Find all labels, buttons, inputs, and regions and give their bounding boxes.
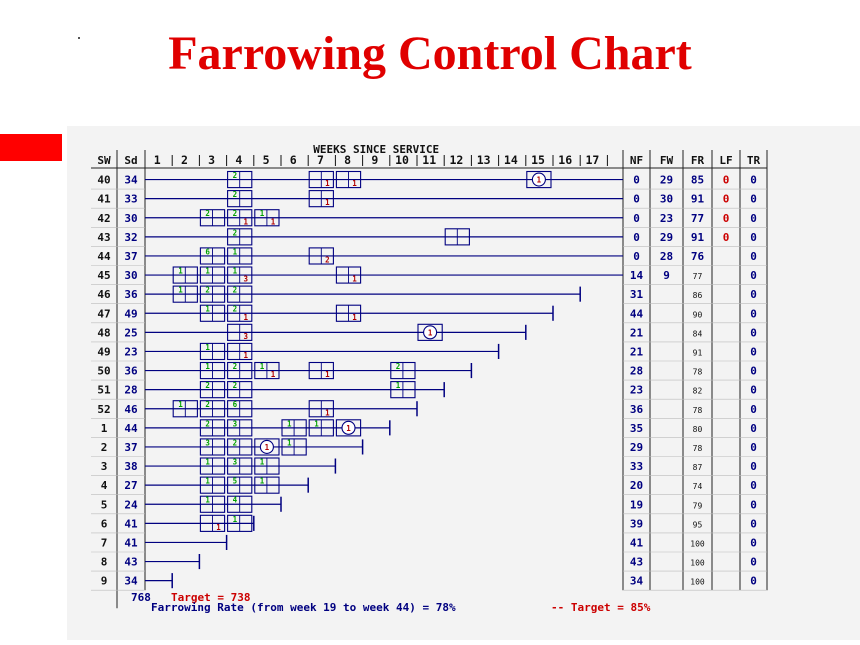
- week-box-count: 3: [243, 331, 249, 341]
- row-nf-value: 19: [629, 498, 644, 512]
- row-nf-value: 28: [629, 364, 644, 378]
- row-tr-value: 0: [750, 574, 757, 588]
- row-nf-value: 43: [629, 555, 644, 569]
- row-fr-value: 77: [692, 272, 703, 282]
- chart-panel: [67, 126, 860, 640]
- row-fw-value: 29: [659, 230, 674, 244]
- week-box-count: 1: [259, 457, 265, 467]
- week-box-count: 3: [232, 457, 238, 467]
- week-box-count: 1: [205, 495, 210, 505]
- row-sw-label: 44: [97, 249, 111, 263]
- row-fr-value: 87: [692, 463, 703, 473]
- week-box-count: 3: [232, 419, 238, 429]
- row-fr-value: 86: [692, 291, 703, 301]
- row-sd-value: 38: [124, 460, 138, 474]
- farrowing-chart: [67, 126, 860, 640]
- row-nf-value: 41: [629, 536, 644, 550]
- row-tr-value: 0: [750, 326, 757, 340]
- week-box-count: 2: [205, 400, 210, 410]
- row-sd-value: 41: [124, 536, 138, 550]
- header-fw: FW: [659, 154, 674, 167]
- week-box-count: 1: [205, 476, 210, 486]
- week-tick-label: 6: [289, 153, 297, 167]
- row-fw-value: 29: [659, 173, 674, 187]
- row-fr-value: 79: [692, 501, 703, 511]
- farrowed-circle-count: 1: [427, 328, 433, 338]
- week-tick-label: 3: [208, 153, 216, 167]
- week-box-count: 1: [216, 522, 221, 532]
- row-sw-label: 41: [97, 192, 111, 206]
- row-nf-value: 34: [629, 574, 644, 588]
- row-fr-value: 82: [692, 386, 703, 396]
- row-tr-value: 0: [750, 536, 757, 550]
- row-nf-value: 0: [633, 173, 640, 187]
- week-box-count: 1: [205, 457, 210, 467]
- week-box-count: 2: [325, 255, 330, 265]
- row-sd-value: 33: [124, 192, 138, 206]
- week-tick-label: 11: [422, 153, 437, 167]
- row-sw-label: 51: [97, 383, 111, 397]
- row-fr-value: 85: [690, 173, 705, 187]
- row-tr-value: 0: [750, 402, 757, 416]
- row-fw-value: 28: [659, 249, 674, 263]
- row-sd-value: 30: [124, 269, 138, 283]
- week-box-count: 1: [287, 419, 292, 429]
- week-tick-label: 4: [235, 153, 243, 167]
- row-nf-value: 0: [633, 249, 640, 263]
- week-box-count: 2: [205, 381, 210, 391]
- row-sw-label: 7: [100, 536, 108, 550]
- row-sw-label: 4: [100, 479, 108, 493]
- week-box-count: 5: [232, 476, 238, 486]
- row-tr-value: 0: [750, 345, 757, 359]
- header-fr: FR: [690, 154, 705, 167]
- row-nf-value: 36: [629, 402, 644, 416]
- row-sw-label: 8: [100, 555, 108, 569]
- row-fr-value: 78: [692, 367, 703, 377]
- row-sw-label: 5: [100, 498, 108, 512]
- row-nf-value: 35: [629, 421, 644, 435]
- row-sw-label: 1: [100, 421, 108, 435]
- row-sw-label: 49: [97, 345, 111, 359]
- week-box-count: 2: [232, 381, 238, 391]
- row-nf-value: 29: [629, 440, 644, 454]
- week-box-count: 2: [232, 171, 238, 180]
- row-sd-value: 23: [124, 345, 138, 359]
- row-fr-value: 100: [690, 577, 705, 587]
- week-box-count: 2: [205, 209, 210, 219]
- row-sw-label: 6: [100, 517, 108, 531]
- row-sd-value: 43: [124, 555, 138, 569]
- week-box-count: 1: [178, 400, 183, 410]
- row-nf-value: 33: [629, 460, 644, 474]
- row-sw-label: 43: [97, 230, 111, 244]
- header-sd: Sd: [124, 154, 138, 167]
- week-tick-label: 2: [180, 153, 188, 167]
- row-sd-value: 36: [124, 288, 138, 302]
- row-fr-value: 74: [692, 482, 703, 492]
- week-tick-label: 9: [371, 153, 379, 167]
- farrowed-circle-count: 1: [536, 175, 542, 185]
- week-tick-label: 1: [153, 153, 161, 167]
- row-tr-value: 0: [750, 173, 757, 187]
- row-tr-value: 0: [750, 364, 757, 378]
- row-sd-value: 37: [124, 440, 138, 454]
- row-fr-value: 100: [690, 539, 705, 549]
- row-sw-label: 50: [97, 364, 111, 378]
- row-sd-value: 34: [124, 574, 138, 588]
- row-sd-value: 30: [124, 211, 138, 225]
- week-box-count: 1: [178, 285, 183, 295]
- farrowed-circle-count: 1: [346, 423, 351, 433]
- row-sd-value: 24: [124, 498, 138, 512]
- week-box-count: 3: [205, 438, 210, 448]
- week-box-count: 6: [232, 400, 238, 410]
- week-tick-label: 5: [262, 153, 270, 167]
- week-box-count: 1: [205, 342, 210, 352]
- row-sd-value: 34: [124, 173, 138, 187]
- row-sw-label: 2: [100, 440, 108, 454]
- row-fr-value: 80: [692, 424, 703, 434]
- row-sw-label: 47: [97, 307, 111, 321]
- row-tr-value: 0: [750, 192, 757, 206]
- row-nf-value: 0: [633, 230, 640, 244]
- red-marker-block: [0, 134, 62, 161]
- week-box-count: 1: [325, 179, 330, 189]
- row-nf-value: 44: [629, 307, 644, 321]
- row-fw-value: 30: [659, 192, 674, 206]
- week-box-count: 1: [232, 266, 238, 276]
- week-box-count: 2: [232, 285, 238, 295]
- week-box-count: 1: [287, 438, 292, 448]
- week-tick-label: 14: [503, 153, 518, 167]
- row-nf-value: 14: [629, 269, 644, 283]
- row-nf-value: 20: [629, 479, 644, 493]
- row-sw-label: 52: [97, 402, 111, 416]
- row-nf-value: 0: [633, 211, 640, 225]
- week-box-count: 2: [232, 228, 238, 238]
- row-fr-value: 76: [690, 249, 705, 263]
- row-sw-label: 45: [97, 269, 111, 283]
- week-box-count: 1: [243, 217, 249, 227]
- row-sd-value: 27: [124, 479, 138, 493]
- row-tr-value: 0: [750, 498, 757, 512]
- week-box-count: 1: [352, 312, 357, 322]
- row-sd-value: 41: [124, 517, 138, 531]
- week-box-count: 1: [205, 266, 210, 276]
- row-tr-value: 0: [750, 421, 757, 435]
- chart-title: Farrowing Control Chart: [168, 27, 692, 80]
- header-tr: TR: [746, 154, 761, 167]
- row-nf-value: 0: [633, 192, 640, 206]
- footer-target: Target = 738: [171, 591, 251, 605]
- row-tr-value: 0: [750, 230, 757, 244]
- row-sd-value: 44: [124, 421, 138, 435]
- row-tr-value: 0: [750, 269, 757, 283]
- row-nf-value: 31: [629, 288, 644, 302]
- row-tr-value: 0: [750, 211, 757, 225]
- row-tr-value: 0: [750, 517, 757, 531]
- row-sw-label: 48: [97, 326, 111, 340]
- week-box-count: 1: [395, 381, 401, 391]
- row-sd-value: 36: [124, 364, 138, 378]
- week-box-count: 1: [259, 362, 265, 371]
- weeks-since-service-title: WEEKS SINCE SERVICE: [313, 143, 440, 156]
- row-tr-value: 0: [750, 440, 757, 454]
- row-lf-value: 0: [722, 211, 730, 225]
- row-tr-value: 0: [750, 555, 757, 569]
- row-nf-value: 21: [629, 345, 644, 359]
- week-box-count: 1: [325, 408, 330, 418]
- row-nf-value: 21: [629, 326, 644, 340]
- week-box-count: 2: [232, 209, 238, 219]
- row-sw-label: 42: [97, 211, 111, 225]
- header-nf: NF: [629, 154, 644, 167]
- row-fr-value: 95: [692, 520, 703, 530]
- week-tick-label: 8: [344, 153, 352, 167]
- row-lf-value: 0: [722, 230, 730, 244]
- row-sd-value: 28: [124, 383, 138, 397]
- week-box-count: 1: [270, 370, 276, 380]
- row-sd-value: 37: [124, 249, 138, 263]
- farrowed-circle-count: 1: [264, 442, 270, 452]
- week-tick-label: 12: [449, 153, 464, 167]
- row-sw-label: 9: [100, 574, 108, 588]
- week-tick-label: 16: [558, 153, 573, 167]
- row-fr-value: 77: [690, 211, 705, 225]
- week-box-count: 6: [205, 247, 210, 257]
- row-fw-value: 23: [659, 211, 674, 225]
- footer-farrowing-rate: Farrowing Rate (from week 19 to week 44) = 78%: [151, 601, 456, 615]
- header-sw: SW: [97, 154, 111, 167]
- row-tr-value: 0: [750, 307, 757, 321]
- row-sw-label: 40: [97, 173, 111, 187]
- row-fr-value: 91: [690, 192, 705, 206]
- week-box-count: 1: [243, 312, 249, 322]
- header-lf: LF: [719, 154, 733, 167]
- week-box-count: 2: [205, 285, 210, 295]
- week-box-count: 1: [232, 514, 238, 524]
- row-fr-value: 78: [692, 405, 703, 415]
- row-tr-value: 0: [750, 383, 757, 397]
- row-lf-value: 0: [722, 173, 730, 187]
- row-tr-value: 0: [750, 460, 757, 474]
- decorative-dot: [78, 37, 80, 39]
- week-box-count: 1: [352, 274, 357, 284]
- row-fr-value: 78: [692, 443, 703, 453]
- row-tr-value: 0: [750, 288, 757, 302]
- row-fw-value: 9: [663, 269, 670, 283]
- row-lf-value: 0: [722, 192, 730, 206]
- week-box-count: 1: [259, 209, 265, 219]
- row-fr-value: 91: [692, 348, 703, 358]
- row-tr-value: 0: [750, 249, 757, 263]
- week-box-count: 1: [178, 266, 183, 276]
- week-box-count: 2: [232, 304, 238, 314]
- row-nf-value: 39: [629, 517, 644, 531]
- row-fr-value: 90: [692, 310, 703, 320]
- week-box-count: 2: [232, 438, 238, 448]
- week-box-count: 1: [325, 198, 330, 208]
- week-box-count: 1: [270, 217, 276, 227]
- row-fr-value: 100: [690, 558, 705, 568]
- week-box-count: 1: [205, 362, 210, 371]
- row-sd-value: 46: [124, 402, 138, 416]
- row-fr-value: 84: [692, 329, 703, 339]
- footer-rate-target: -- Target = 85%: [551, 601, 651, 615]
- week-box-count: 1: [352, 179, 357, 189]
- row-sd-value: 25: [124, 326, 138, 340]
- week-tick-label: 17: [585, 153, 600, 167]
- row-sd-value: 49: [124, 307, 138, 321]
- week-box-count: 2: [205, 419, 210, 429]
- week-tick-label: 15: [531, 153, 545, 167]
- week-box-count: 1: [325, 370, 330, 380]
- week-tick-label: 10: [395, 153, 409, 167]
- week-box-count: 1: [259, 476, 265, 486]
- row-sw-label: 3: [100, 460, 108, 474]
- week-box-count: 1: [243, 351, 249, 360]
- week-box-count: 2: [232, 362, 238, 371]
- row-fr-value: 91: [690, 230, 705, 244]
- week-box-count: 1: [232, 247, 238, 257]
- week-box-count: 2: [232, 190, 238, 200]
- row-tr-value: 0: [750, 479, 757, 493]
- week-box-count: 1: [314, 419, 319, 429]
- week-tick-label: 13: [476, 153, 491, 167]
- week-box-count: 4: [232, 495, 238, 505]
- week-tick-label: 7: [316, 153, 324, 167]
- week-box-count: 1: [205, 304, 210, 314]
- row-nf-value: 23: [629, 383, 644, 397]
- row-sw-label: 46: [97, 288, 111, 302]
- week-box-count: 2: [395, 362, 401, 371]
- footer-total: 768: [131, 591, 151, 605]
- week-box-count: 3: [243, 274, 249, 284]
- row-sd-value: 32: [124, 230, 138, 244]
